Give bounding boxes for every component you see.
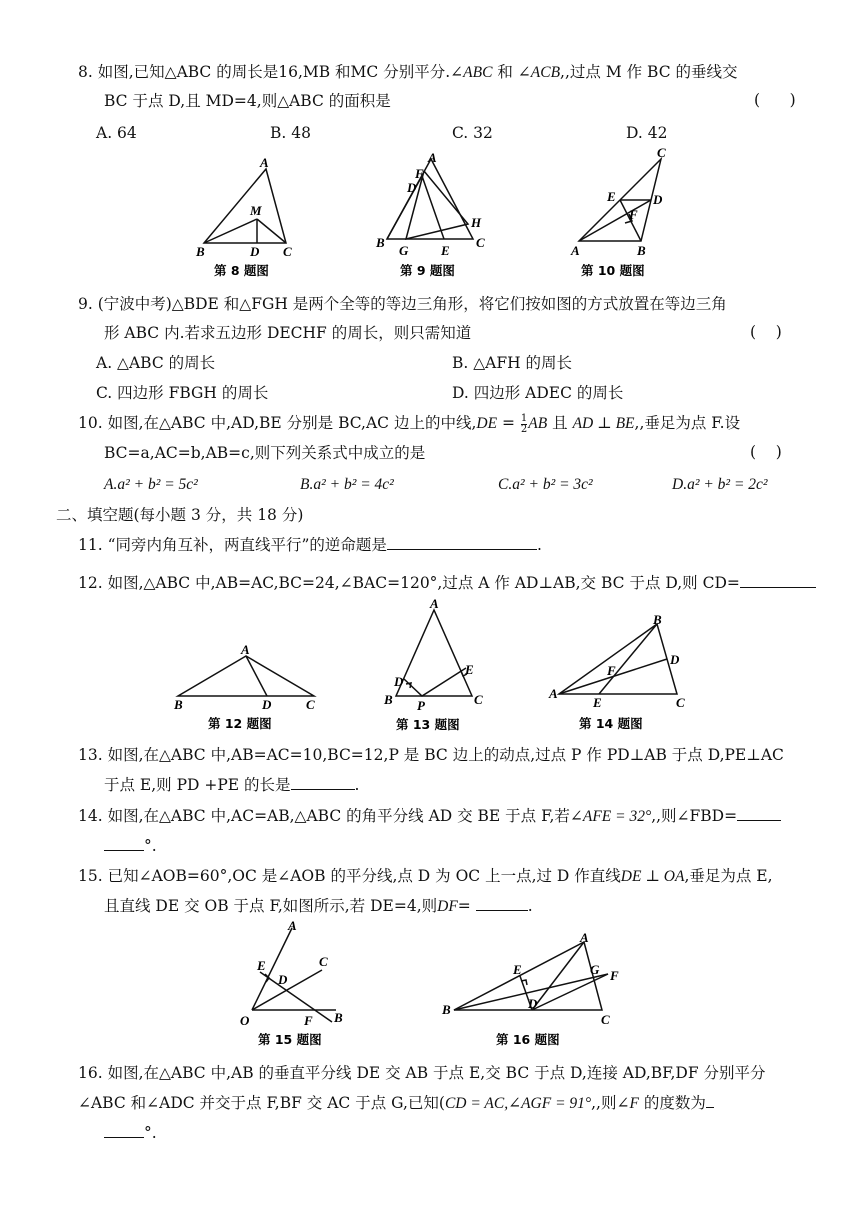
q8-text-b: ,,过点 M 作 BC 的垂线交 [560, 63, 738, 81]
figure-10 [565, 143, 685, 280]
q8-line2: BC 于点 D,且 MD=4,则△ABC 的面积是 [104, 92, 391, 110]
q15-text-a: 15. 已知∠AOB=60°,OC 是∠AOB 的平分线,点 D 为 OC 上一点,过 D 作直线 [78, 867, 621, 885]
q8-math-abc: ∠ABC [450, 64, 493, 81]
fig10-label-a: A [571, 243, 580, 258]
q11-answer-blank[interactable] [387, 549, 537, 550]
q9-line2: 形 ABC 内.若求五边形 DECHF 的周长，则只需知道 [104, 324, 472, 342]
fig15-label-c: C [319, 954, 328, 969]
q10-text-a: 10. 如图,在△ABC 中,AD,BE 分别是 BC,AC 边上的中线, [78, 414, 477, 432]
fig15-caption: 第 15 题图 [258, 1032, 322, 1047]
fig8-segment-bm [204, 219, 257, 243]
fig8-label-m: M [250, 203, 262, 218]
q14-answer-blank-b[interactable] [104, 850, 144, 851]
q15-answer-blank[interactable] [476, 910, 528, 911]
fig10-label-d: D [653, 192, 663, 207]
fig16-label-b: B [442, 1002, 451, 1017]
fig8-segment-cm [257, 219, 286, 243]
q10-math-de: DE [476, 415, 498, 432]
q14-line1 [78, 806, 781, 827]
q13-text: 于点 E,则 PD +PE 的长是 [104, 776, 291, 794]
q8-text-a: 8. 如图,已知△ABC 的周长是16,MB 和MC 分别平分. [78, 63, 451, 81]
q13-line1: 13. 如图,在△ABC 中,AB=AC=10,BC=12,P 是 BC 边上的动点,过点 P 作 PD⊥AB 于点 D,PE⊥AC [78, 746, 784, 764]
fig9-label-g: G [399, 243, 409, 258]
fig8-label-a: A [260, 155, 269, 170]
fig8-label-b: B [196, 244, 205, 259]
q14-math-angle: ∠AFE = 32° [569, 808, 652, 825]
fig13-caption: 第 13 题图 [396, 717, 460, 732]
fig14-label-c: C [676, 695, 685, 710]
q9-option-a: A. △ABC 的周长 [96, 354, 216, 372]
q10-line1 [78, 413, 740, 435]
fig16-caption: 第 16 题图 [496, 1032, 560, 1047]
figure-15 [236, 918, 356, 1050]
q10-text-b: ,,垂足为点 F.设 [634, 414, 741, 432]
fig13-label-a: A [430, 596, 439, 611]
fig13-perpendiculars-pd-pe [404, 668, 466, 696]
fig8-label-c: C [283, 244, 292, 259]
fig10-label-e: E [607, 189, 616, 204]
q9-answer-paren: ( ) [750, 323, 782, 341]
q9-line1: 9. (宁波中考)△BDE 和△FGH 是两个全等的等边三角形，将它们按如图的方式放置在等边三角 [78, 295, 727, 313]
fig10-label-b: B [637, 243, 646, 258]
q8-text-mid: 和 [492, 63, 518, 81]
q8-line1 [78, 62, 738, 83]
q10-option-d: D.a² + b² = 2c² [672, 476, 768, 493]
q15-line1 [78, 866, 773, 887]
q15-math-df: DF [437, 898, 458, 915]
fig13-right-angle-d [406, 683, 411, 688]
fig16-label-g: G [590, 962, 600, 977]
q16-line2 [78, 1093, 714, 1114]
fig14-caption: 第 14 题图 [579, 716, 643, 731]
q16-degree: °. [144, 1124, 157, 1142]
q16-text-a: ∠ABC 和∠ADC 并交于点 F,BF 交 AC 于点 G,已知( [78, 1094, 445, 1112]
fig13-label-e: E [465, 662, 474, 677]
fig12-label-a: A [241, 642, 250, 657]
q16-text-b: ,,则 [591, 1094, 617, 1112]
fig12-label-c: C [306, 697, 315, 712]
fig9-label-c: C [476, 235, 485, 250]
q8-option-c: C. 32 [452, 124, 493, 142]
q15-line2 [104, 896, 533, 917]
fig9-label-h: H [471, 215, 482, 230]
fig9-label-e: E [441, 243, 450, 258]
q8-option-b: B. 48 [270, 124, 311, 142]
fig16-label-e: E [513, 962, 522, 977]
fig10-median-ad [579, 200, 651, 241]
q10-math-ab: AB [528, 415, 548, 432]
fig13-label-p: P [417, 698, 425, 713]
fig12-caption: 第 12 题图 [208, 716, 272, 731]
fig15-label-o: O [240, 1013, 250, 1028]
fig12-label-d: D [262, 697, 272, 712]
q13-end: . [354, 776, 360, 794]
q8-answer-paren: ( ) [754, 91, 796, 109]
fig9-label-a: A [428, 150, 437, 165]
q9-option-b: B. △AFH 的周长 [452, 354, 573, 372]
q16-math-given: CD = AC,∠AGF = 91° [444, 1095, 592, 1112]
q11-text: 11. “同旁内角互补，两直线平行”的逆命题是 [78, 536, 387, 554]
q10-option-b: B.a² + b² = 4c² [300, 476, 394, 493]
q16-answer-blank-a[interactable] [706, 1107, 714, 1108]
q10-text-mid: 且 [547, 414, 573, 432]
q10-line2: BC=a,AC=b,AB=c,则下列关系式中成立的是 [104, 444, 426, 462]
fig15-label-e: E [257, 958, 266, 973]
q10-math-perp: AD ⊥ BE [572, 415, 635, 432]
fig13-label-c: C [474, 692, 483, 707]
fig8-caption: 第 8 题图 [214, 263, 269, 278]
fig16-label-a: A [580, 930, 589, 945]
q16-text-c: 的度数为 [638, 1094, 706, 1112]
q15-math-perp: DE ⊥ OA [620, 868, 685, 885]
fig12-label-b: B [174, 697, 183, 712]
q13-answer-blank[interactable] [291, 789, 355, 790]
q11-line [78, 535, 542, 555]
fig8-label-d: D [250, 244, 260, 259]
fig15-label-b: B [334, 1010, 343, 1025]
q9-option-d: D. 四边形 ADEC 的周长 [452, 384, 624, 402]
q14-answer-blank-a[interactable] [737, 820, 781, 821]
q14-text-b: ,,则∠FBD= [651, 807, 738, 825]
fig10-label-c: C [657, 145, 666, 160]
figure-8 [190, 155, 310, 280]
q15-equals: = [457, 897, 476, 915]
fig14-triangle-abc [559, 624, 677, 694]
q16-line1: 16. 如图,在△ABC 中,AB 的垂直平分线 DE 交 AB 于点 E,交 BC 于点 D,连接 AD,BF,DF 分别平分 [78, 1064, 766, 1082]
q16-answer-blank-b[interactable] [104, 1137, 144, 1138]
fig13-label-d: D [394, 674, 404, 689]
figure-16 [440, 928, 630, 1050]
figure-13 [378, 594, 488, 736]
fig9-label-d: D [407, 180, 417, 195]
fig10-caption: 第 10 题图 [581, 263, 645, 278]
q10-option-a: A.a² + b² = 5c² [104, 476, 198, 493]
q8-option-a: A. 64 [96, 124, 137, 142]
fig16-label-f: F [610, 968, 619, 983]
q14-degree: °. [144, 837, 157, 855]
fig12-triangle-abc [178, 656, 314, 696]
q10-option-c: C.a² + b² = 3c² [498, 476, 593, 493]
q15-text-c: 且直线 DE 交 OB 于点 F,如图所示,若 DE=4,则 [104, 897, 438, 915]
fig9-label-f: F [415, 166, 424, 181]
fig14-label-a: A [549, 686, 558, 701]
fig9-label-b: B [376, 235, 385, 250]
q10-frac-numerator: 1 [520, 412, 528, 424]
fig14-label-e: E [593, 695, 602, 710]
fig10-label-f: F [629, 207, 638, 222]
fig15-label-d: D [278, 972, 288, 987]
figure-14 [545, 612, 695, 736]
q10-fraction-half [521, 414, 527, 435]
fig16-label-d: D [528, 996, 538, 1011]
fig16-segment-ad [532, 942, 584, 1010]
fig15-label-a: A [288, 918, 297, 933]
q8-option-d: D. 42 [626, 124, 668, 142]
q10-frac-denominator: 2 [520, 423, 528, 435]
q9-option-c: C. 四边形 FBGH 的周长 [96, 384, 269, 402]
q12-text: 12. 如图,△ABC 中,AB=AC,BC=24,∠BAC=120°,过点 A 作 AD⊥AB,交 BC 于点 D,则 CD= [78, 574, 740, 592]
fig15-label-f: F [304, 1013, 313, 1028]
fig9-caption: 第 9 题图 [400, 263, 455, 278]
q13-line2 [104, 775, 359, 795]
fig14-label-b: B [653, 612, 662, 627]
q12-answer-blank[interactable] [740, 587, 816, 588]
q12-line [78, 573, 816, 593]
fig16-label-c: C [601, 1012, 610, 1027]
figure-9 [370, 150, 500, 280]
q14-line2 [104, 836, 157, 856]
q10-equals: = [497, 414, 520, 432]
q16-line3 [104, 1123, 157, 1143]
fig14-label-d: D [670, 652, 680, 667]
q15-end: . [527, 897, 533, 915]
q11-end: . [536, 536, 542, 554]
q10-answer-paren: ( ) [750, 443, 782, 461]
fig14-label-f: F [607, 663, 616, 678]
fig13-label-b: B [384, 692, 393, 707]
fig15-line-def [260, 972, 332, 1022]
q15-text-b: ,垂足为点 E, [684, 867, 773, 885]
q14-text-a: 14. 如图,在△ABC 中,AC=AB,△ABC 的角平分线 AD 交 BE 于点 F,若 [78, 807, 570, 825]
figure-12 [170, 640, 322, 735]
q8-math-acb: ∠ACB [517, 64, 561, 81]
section-2-heading: 二、填空题(每小题 3 分，共 18 分) [56, 506, 304, 524]
q16-math-angle-f: ∠F [616, 1095, 639, 1112]
